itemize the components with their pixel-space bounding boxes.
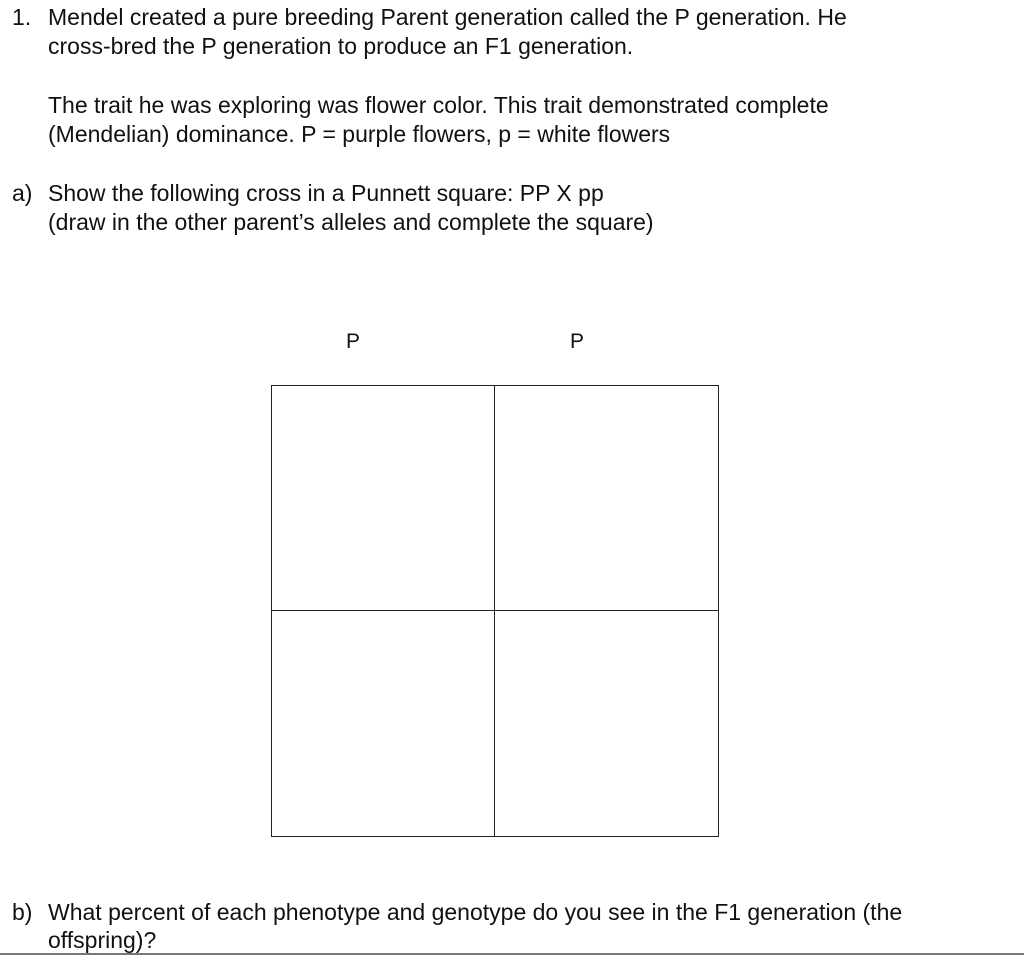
question-text-line-1: Mendel created a pure breeding Parent generation called the P generation. He xyxy=(48,4,847,30)
part-b-text-line-2: offspring)? xyxy=(48,927,157,953)
part-b-label: b) xyxy=(12,899,33,925)
part-b-text-line-1: What percent of each phenotype and genotype do you see in the F1 generation (the xyxy=(48,899,903,925)
punnett-square xyxy=(271,385,719,837)
trait-description-line-1: The trait he was exploring was flower color. This trait demonstrated complete xyxy=(48,92,829,118)
punnett-cell-bottom-left[interactable] xyxy=(272,611,495,836)
part-a-text-line-2: (draw in the other parent’s alleles and complete the square) xyxy=(48,209,654,235)
punnett-cell-top-left[interactable] xyxy=(272,386,495,611)
page-bottom-edge xyxy=(0,953,1024,955)
question-text-line-2: cross-bred the P generation to produce an F1 generation. xyxy=(48,33,634,59)
part-a-text-line-1: Show the following cross in a Punnett square: PP X pp xyxy=(48,180,604,206)
question-number: 1. xyxy=(12,4,32,30)
punnett-cell-top-right[interactable] xyxy=(495,386,718,611)
part-a-label: a) xyxy=(12,180,33,206)
trait-description-line-2: (Mendelian) dominance. P = purple flowers, p = white flowers xyxy=(48,121,671,147)
top-allele-right: P xyxy=(569,330,584,353)
top-allele-left: P xyxy=(345,330,360,353)
punnett-cell-bottom-right[interactable] xyxy=(495,611,718,836)
